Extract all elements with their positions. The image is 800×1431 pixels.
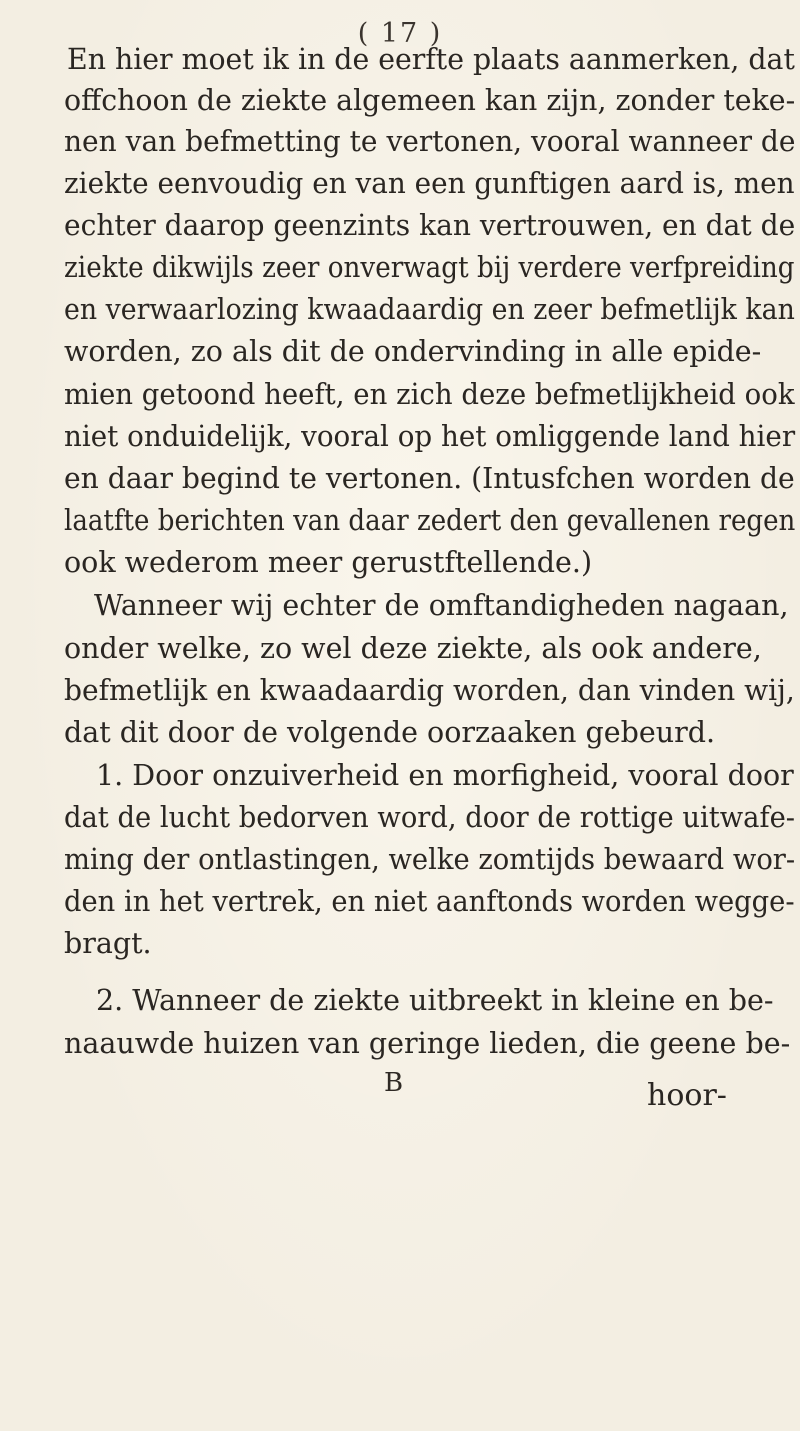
text-line: 2. Wanneer de ziekte uitbreekt in kleine en be- [96,984,774,1017]
text-line: naauwde huizen van geringe lieden, die geene be- [64,1027,791,1060]
text-line: dat dit door de volgende oorzaaken gebeurd. [64,716,716,749]
text-line: ziekte eenvoudig en van een gunftigen aard is, men [64,167,795,200]
text-line: bragt. [64,927,152,960]
text-line: en verwaarlozing kwaadaardig en zeer befmetlijk kan [64,293,795,326]
text-line: laatfte berichten van daar zedert den gevallenen regen [64,504,796,537]
text-line: nen van befmetting te vertonen, vooral wanneer de [64,125,796,158]
text-line: En hier moet ik in de eerfte plaats aanmerken, dat [67,43,795,76]
text-line: mien getoond heeft, en zich deze befmetlijkheid ook [64,378,795,411]
text-line: den in het vertrek, en niet aanftonds worden wegge- [64,885,795,918]
text-line: niet onduidelijk, vooral op het omliggende land hier [64,420,796,453]
text-line: onder welke, zo wel deze ziekte, als ook andere, [64,632,762,665]
text-line: worden, zo als dit de ondervinding in alle epide- [64,335,762,368]
text-line: ook wederom meer gerustftellende.) [64,546,593,579]
text-line: ziekte dikwijls zeer onverwagt bij verdere verfpreiding [64,251,795,284]
text-line: 1. Door onzuiverheid en morfigheid, vooral door [96,759,794,792]
signature-mark: B [384,1068,404,1098]
text-line: befmetlijk en kwaadaardig worden, dan vinden wij, [64,674,795,707]
page-number: ( 17 ) [357,18,443,49]
text-line: ming der ontlastingen, welke zomtijds bewaard wor- [64,843,796,876]
catchword: hoor- [647,1078,727,1113]
text-line: offchoon de ziekte algemeen kan zijn, zonder teke- [64,84,796,117]
text-line: Wanneer wij echter de omftandigheden nagaan, [94,589,789,622]
text-line: dat de lucht bedorven word, door de rottige uitwafe- [64,801,796,834]
text-line: echter daarop geenzints kan vertrouwen, en dat de [64,209,796,242]
text-line: en daar begind te vertonen. (Intusfchen worden de [64,462,795,495]
